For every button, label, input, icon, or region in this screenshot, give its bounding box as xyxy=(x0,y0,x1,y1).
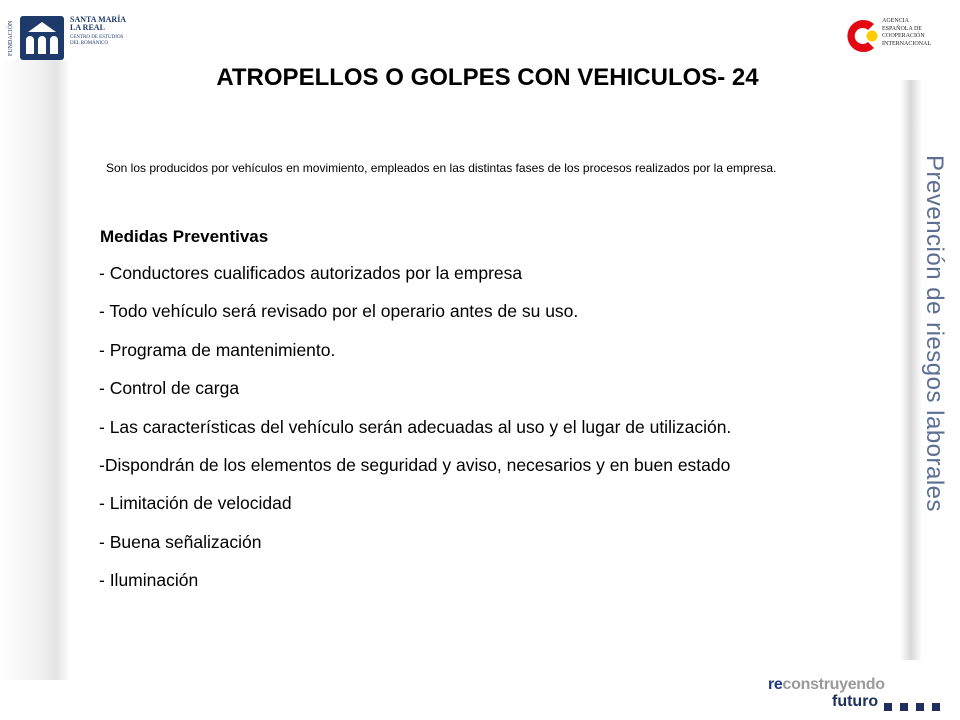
list-item: - Control de carga xyxy=(99,378,240,399)
list-item: - Iluminación xyxy=(99,570,199,591)
left-gradient-band xyxy=(0,60,70,680)
side-vertical-title: Prevención de riesgos laborales xyxy=(921,155,948,513)
list-item: - Limitación de velocidad xyxy=(99,493,292,514)
list-item: - Programa de mantenimiento. xyxy=(99,339,336,360)
aecid-name: AGENCIA ESPAÑOLA DE COOPERACIÓN INTERNACIONAL xyxy=(882,18,931,47)
monastery-emblem-icon xyxy=(20,16,64,60)
futuro-word: futuro xyxy=(832,693,879,710)
aecid-logo xyxy=(842,14,952,64)
preventive-measures-list xyxy=(99,263,889,609)
reconstruyendo-futuro-logo xyxy=(768,676,948,716)
list-item: -Dispondrán de los elementos de seguridad y aviso, necesarios y en buen estado xyxy=(99,454,731,475)
decorative-squares-icon xyxy=(884,698,948,716)
slide-title: ATROPELLOS O GOLPES CON VEHICULOS- 24 xyxy=(216,64,759,91)
fundacion-name: SANTA MARÍA LA REAL CENTRO DE ESTUDIOS DEL ROMÁNICO xyxy=(70,15,127,46)
section-title: Medidas Preventivas xyxy=(100,227,269,246)
intro-paragraph: Son los producidos por vehículos en movimiento, empleados en las distintas fases de los procesos realizados por la empresa. xyxy=(106,161,777,175)
list-item: - Conductores cualificados autorizados por la empresa xyxy=(99,263,523,283)
aecid-c-icon xyxy=(842,16,882,56)
list-item: - Todo vehículo será revisado por el operario antes de su uso. xyxy=(99,301,579,322)
list-item: - Buena señalización xyxy=(99,531,262,552)
fundacion-santa-maria-logo xyxy=(8,12,128,62)
fundacion-label: FUNDACIÓN xyxy=(8,20,14,56)
list-item: - Las características del vehículo serán adecuadas al uso y el lugar de utilización. xyxy=(99,416,732,437)
reconstruyendo-word: reconstruyendo xyxy=(768,676,885,693)
